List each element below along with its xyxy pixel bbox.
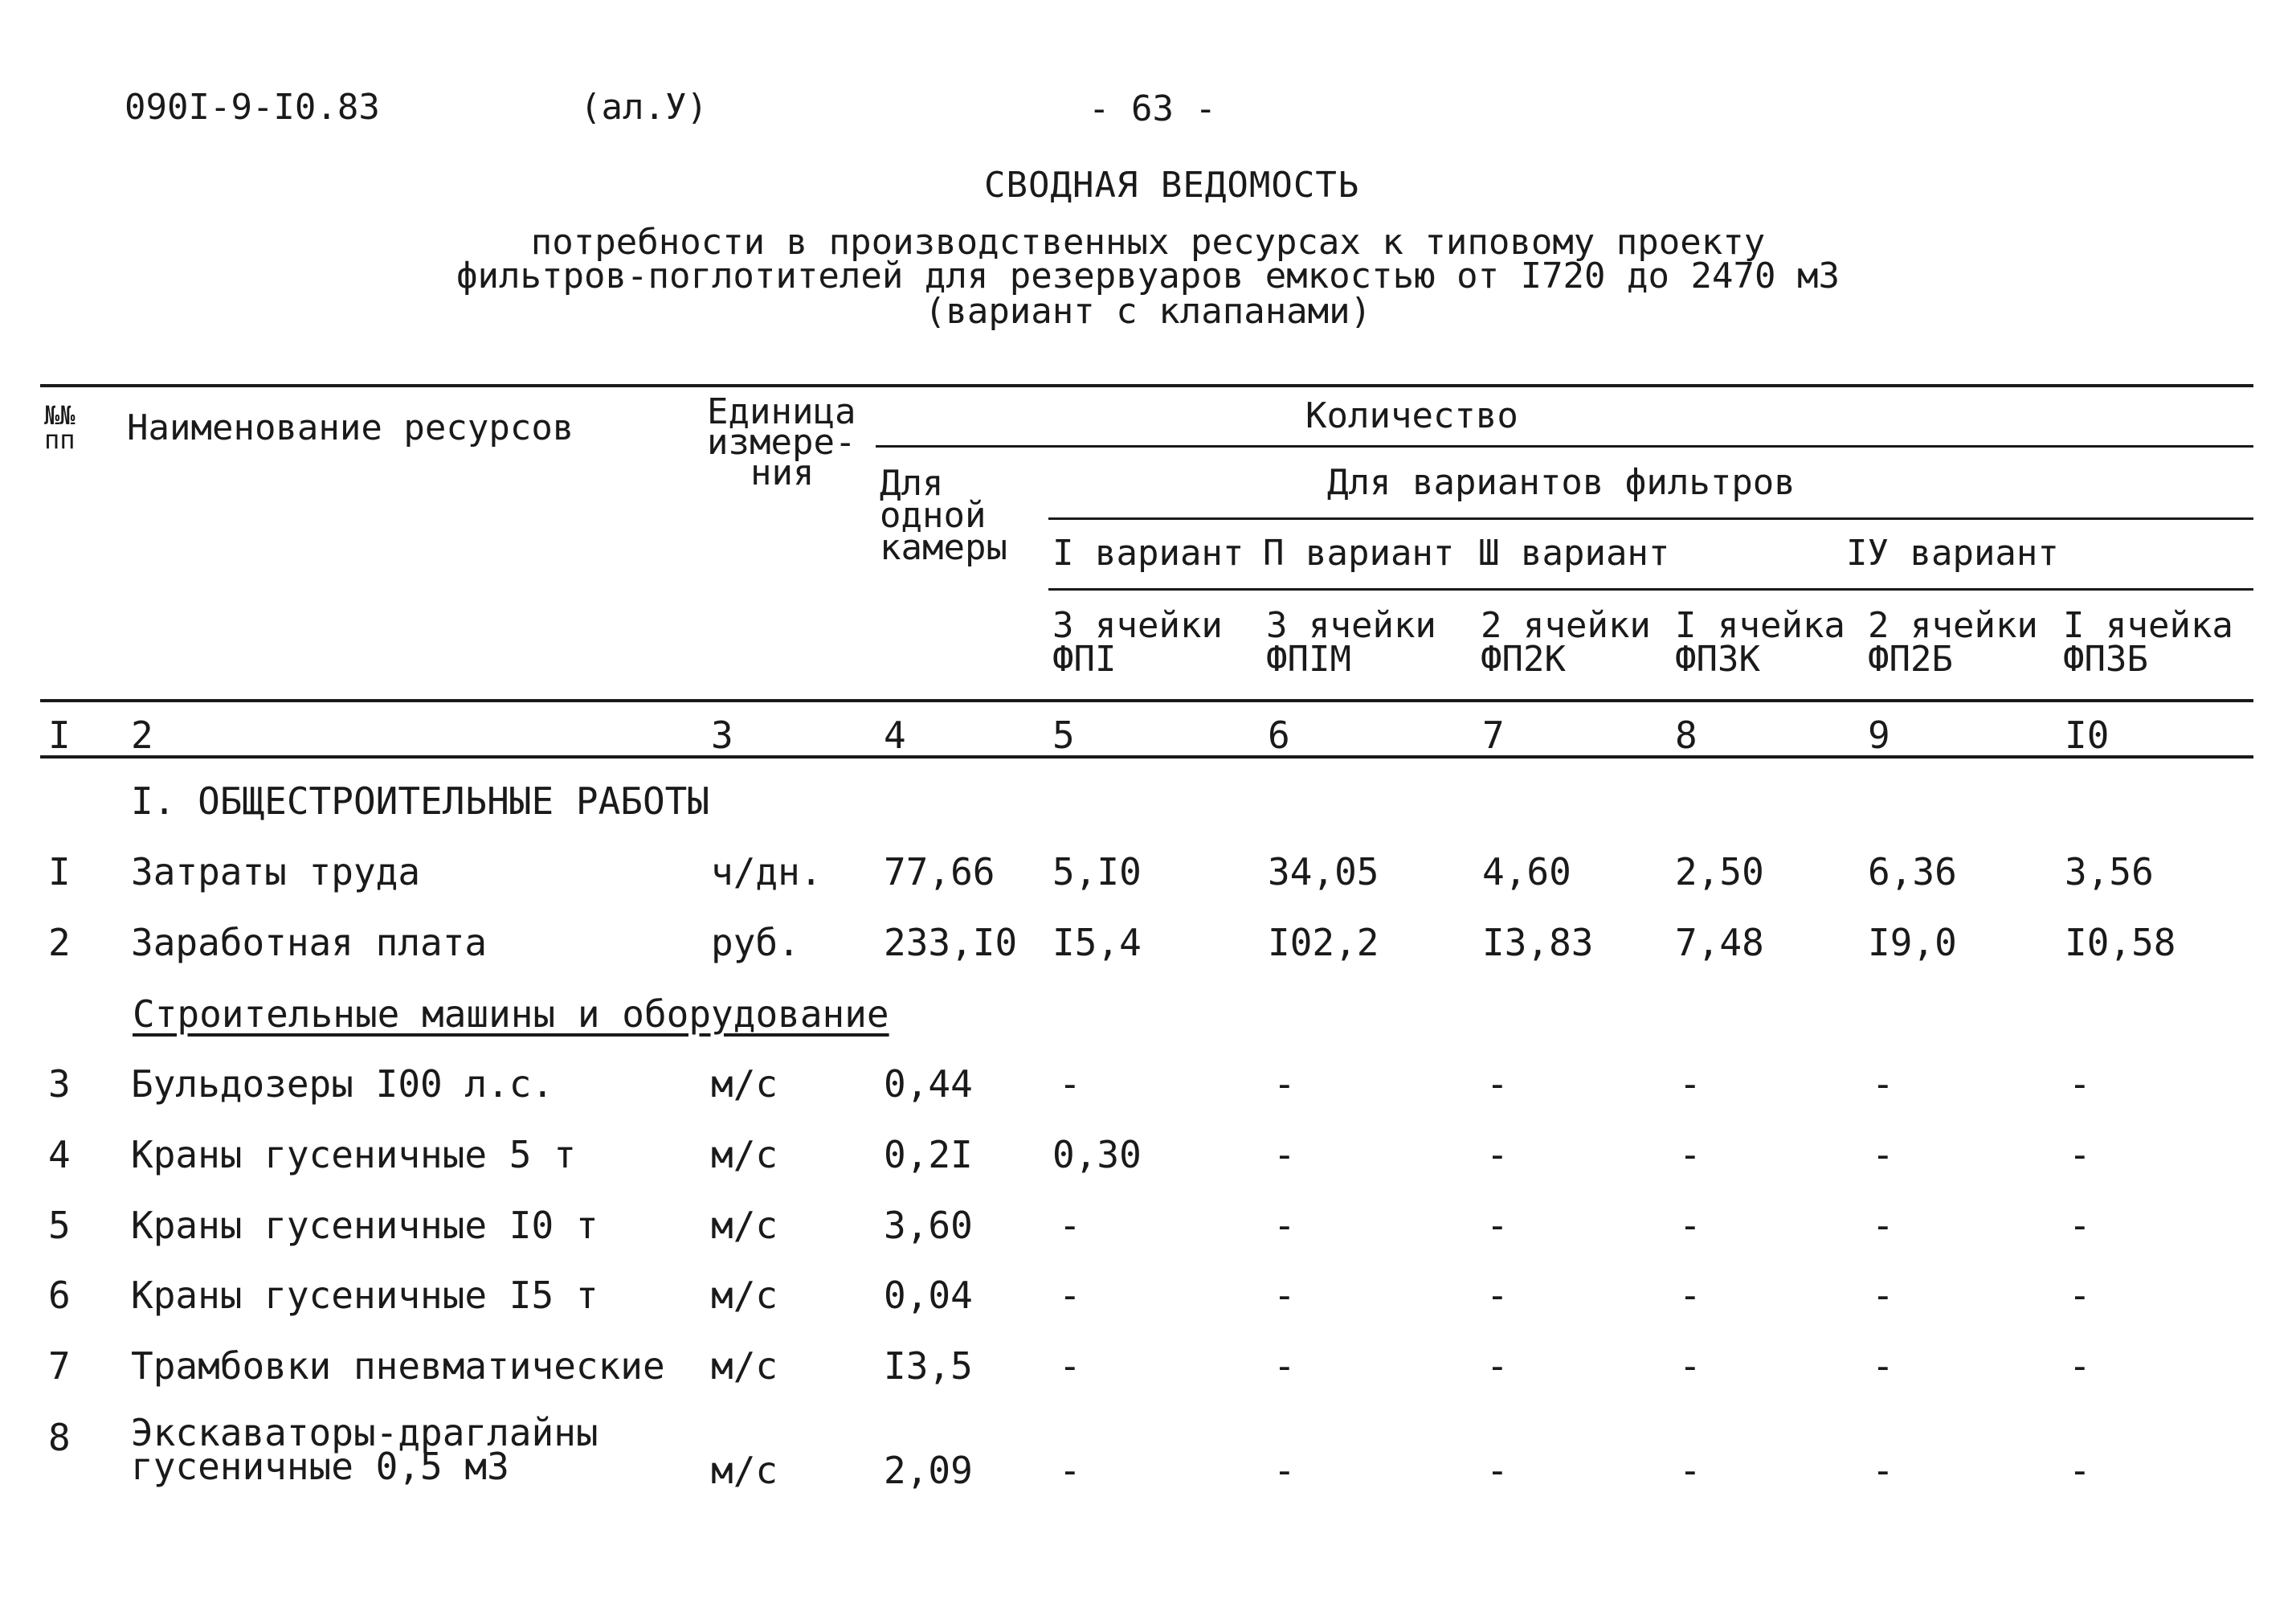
row-name: Краны гусеничные I0 т	[131, 1204, 599, 1247]
row-value: -	[2069, 1133, 2091, 1176]
row-value: I5,4	[1052, 921, 1142, 964]
row-number: 6	[48, 1274, 71, 1317]
row-value: -	[1273, 1449, 1296, 1492]
album-label: (ал.У)	[580, 87, 708, 128]
cell-header-fp2k: 2 ячейки ФП2К	[1481, 605, 1651, 680]
row-number: 8	[48, 1416, 71, 1459]
row-value: -	[2069, 1204, 2091, 1247]
row-name: Экскаваторы-драглайны гусеничные 0,5 м3	[131, 1411, 599, 1488]
cell-header-fp1m: 3 ячейки ФПIМ	[1266, 605, 1436, 680]
row-value: -	[1872, 1133, 1894, 1176]
subsection-title: Строительные машины и оборудование	[133, 992, 889, 1036]
cell-header-fp2b: 2 ячейки ФП2Б	[1868, 605, 2038, 680]
row-unit: м/с	[711, 1204, 778, 1247]
row-name: Заработная плата	[131, 921, 488, 964]
column-number: 8	[1675, 714, 1697, 757]
column-number: I0	[2065, 714, 2110, 757]
row-number: 4	[48, 1133, 71, 1176]
row-value: -	[1872, 1062, 1894, 1106]
row-value: -	[1059, 1204, 1081, 1247]
column-number: 7	[1482, 714, 1505, 757]
row-number: 3	[48, 1062, 71, 1106]
variants-rule	[1048, 517, 2253, 520]
column-number: 9	[1868, 714, 1890, 757]
variant-2-header: П вариант	[1263, 533, 1455, 574]
row-name: Трамбовки пневматические	[131, 1344, 665, 1388]
document-title: СВОДНАЯ ВЕДОМОСТЬ	[984, 165, 1360, 206]
row-unit: м/с	[711, 1062, 778, 1106]
subtitle-line-3: (вариант с клапанами)	[924, 291, 1372, 332]
subtitle-line-2: фильтров-поглотителей для резервуаров емкостью от I720 до 2470 м3	[456, 256, 1840, 296]
row-value: -	[1679, 1274, 1702, 1317]
row-number: 7	[48, 1344, 71, 1388]
row-name: Краны гусеничные 5 т	[131, 1133, 576, 1176]
col-name-header: Наименование ресурсов	[127, 407, 574, 448]
row-value: I3,5	[884, 1344, 973, 1388]
row-value: I02,2	[1268, 921, 1379, 964]
row-value: -	[1486, 1204, 1509, 1247]
row-value: 2,50	[1675, 850, 1764, 894]
row-value: -	[1872, 1344, 1894, 1388]
header-bottom-rule	[40, 699, 2253, 702]
row-value: 0,2I	[884, 1133, 973, 1176]
row-value: 4,60	[1482, 850, 1571, 894]
row-unit: м/с	[711, 1344, 778, 1388]
column-number: 4	[884, 714, 906, 757]
column-number: 6	[1268, 714, 1290, 757]
row-name: Бульдозеры I00 л.с.	[131, 1062, 554, 1106]
col-filter-variants-header: Для вариантов фильтров	[1327, 462, 1796, 503]
row-value: -	[1486, 1062, 1509, 1106]
column-number: 2	[131, 714, 153, 757]
row-value: -	[1872, 1204, 1894, 1247]
row-name: Краны гусеничные I5 т	[131, 1274, 599, 1317]
row-value: 233,I0	[884, 921, 1018, 964]
row-number: I	[48, 850, 71, 894]
section-title: I. ОБЩЕСТРОИТЕЛЬНЫЕ РАБОТЫ	[131, 779, 710, 823]
row-value: -	[1486, 1449, 1509, 1492]
row-value: -	[2069, 1274, 2091, 1317]
row-value: -	[1059, 1062, 1081, 1106]
row-unit: м/с	[711, 1449, 778, 1492]
row-value: -	[1486, 1133, 1509, 1176]
row-value: 77,66	[884, 850, 995, 894]
row-value: -	[1273, 1133, 1296, 1176]
variant-4-header: IУ вариант	[1846, 533, 2059, 574]
row-value: -	[2069, 1449, 2091, 1492]
subtitle-line-1: потребности в производственных ресурсах к типовому проекту	[530, 222, 1766, 263]
row-value: I9,0	[1868, 921, 1957, 964]
row-value: -	[1273, 1344, 1296, 1388]
cell-header-fp1: 3 ячейки ФПI	[1052, 605, 1223, 680]
col-quantity-header: Количество	[1305, 395, 1518, 436]
row-value: I0,58	[2065, 921, 2176, 964]
column-number: 5	[1052, 714, 1075, 757]
row-value: -	[1059, 1344, 1081, 1388]
row-value: -	[1273, 1062, 1296, 1106]
row-value: -	[1679, 1062, 1702, 1106]
column-number: 3	[711, 714, 733, 757]
col-one-chamber-header: Для одной камеры	[880, 463, 1007, 568]
row-name: Затраты труда	[131, 850, 421, 894]
cell-header-fp3b: I ячейка ФП3Б	[2063, 605, 2233, 680]
row-value: 0,04	[884, 1274, 973, 1317]
row-value: -	[2069, 1344, 2091, 1388]
variant-1-header: I вариант	[1052, 533, 1244, 574]
row-value: -	[1679, 1344, 1702, 1388]
row-value: -	[1679, 1204, 1702, 1247]
column-numbers-rule	[40, 755, 2253, 759]
row-number: 2	[48, 921, 71, 964]
doc-code: 090I-9-I0.83	[125, 87, 380, 128]
row-value: -	[2069, 1062, 2091, 1106]
row-value: -	[1679, 1449, 1702, 1492]
row-value: 7,48	[1675, 921, 1764, 964]
row-value: 5,I0	[1052, 850, 1142, 894]
row-value: 3,56	[2065, 850, 2154, 894]
quantity-rule	[876, 445, 2253, 448]
row-unit: м/с	[711, 1133, 778, 1176]
table-top-rule	[40, 384, 2253, 387]
cells-rule	[1048, 588, 2253, 591]
row-number: 5	[48, 1204, 71, 1247]
row-value: I3,83	[1482, 921, 1594, 964]
row-value: 0,30	[1052, 1133, 1142, 1176]
column-number: I	[48, 714, 71, 757]
page-number: - 63 -	[1089, 88, 1216, 129]
row-value: 2,09	[884, 1449, 973, 1492]
row-value: -	[1059, 1274, 1081, 1317]
row-value: -	[1486, 1344, 1509, 1388]
col-num-header: №№ пп	[44, 400, 76, 455]
row-value: -	[1872, 1274, 1894, 1317]
cell-header-fp3k: I ячейка ФП3К	[1675, 605, 1845, 680]
variant-3-header: Ш вариант	[1478, 533, 1670, 574]
row-value: -	[1273, 1204, 1296, 1247]
row-value: 6,36	[1868, 850, 1957, 894]
row-unit: м/с	[711, 1274, 778, 1317]
row-unit: ч/дн.	[711, 850, 823, 894]
row-value: 0,44	[884, 1062, 973, 1106]
row-value: -	[1679, 1133, 1702, 1176]
row-value: -	[1872, 1449, 1894, 1492]
row-value: -	[1059, 1449, 1081, 1492]
row-value: 3,60	[884, 1204, 973, 1247]
row-value: -	[1273, 1274, 1296, 1317]
col-unit-header: Единица измере- ния	[707, 391, 856, 493]
row-unit: руб.	[711, 921, 800, 964]
row-value: 34,05	[1268, 850, 1379, 894]
row-value: -	[1486, 1274, 1509, 1317]
